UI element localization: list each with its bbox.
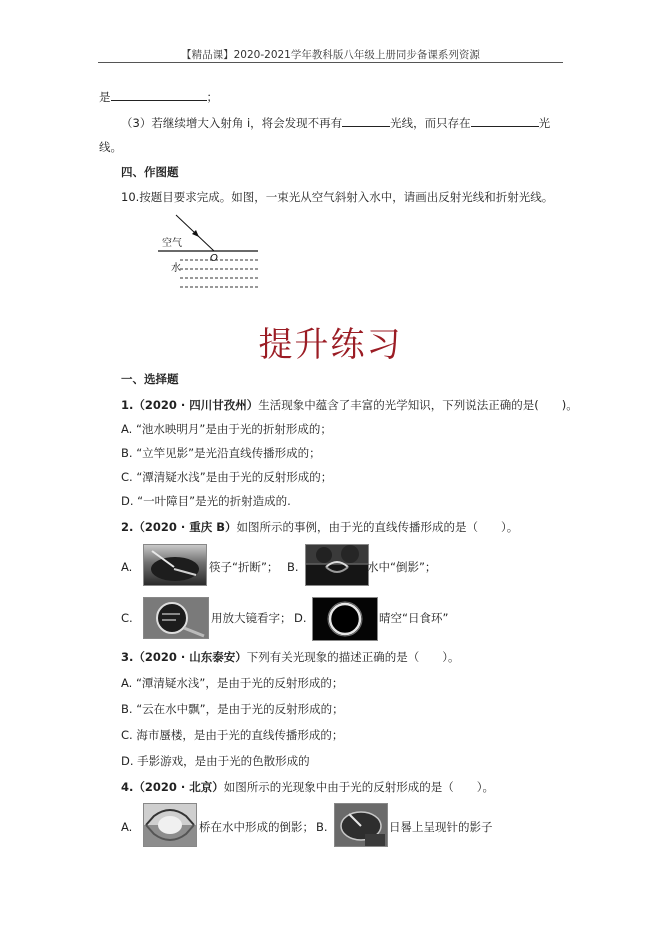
q1-option-b: B. “立竿见影”是光沿直线传播形成的； [121,446,321,460]
q2-text: 如图所示的事例，由于光的直线传播形成的是（ ）。 [236,520,519,534]
q4-option-b-text: 日晷上呈现针的影子 [389,820,493,834]
q2-option-d-letter: D. [294,611,307,625]
q1-option-a: A. “池水映明月”是由于光的折射形成的； [121,422,332,436]
point-o-label: O [210,253,218,264]
question-10: 10.按题目要求完成。如图，一束光从空气斜射入水中，请画出反射光线和折射光线。 [121,190,554,204]
section-choice-title: 一、选择题 [121,372,179,386]
answer-line-1 [99,89,218,104]
q4-text: 如图所示的光现象中由于光的反射形成的是（ ）。 [223,780,495,794]
q2-option-a-text: 筷子“折断”； [209,560,279,574]
q4-source: 4.（2020 · 北京） [121,780,224,794]
magnifier-image [144,598,208,638]
question-3-sub-cont: 线。 [99,140,122,154]
q2-option-b-letter: B. [287,560,299,574]
question-4-stem [121,780,494,794]
line1-prefix: 是 [99,90,111,104]
answer-blank-3 [471,115,539,127]
solar-eclipse-photo [312,597,378,641]
eclipse-ring-image [313,598,377,640]
light-diagram [158,210,268,298]
chopsticks-image [144,545,206,585]
air-label: 空气 [162,238,182,249]
line1-end: ； [206,90,218,104]
q3-source: 3.（2020 · 山东泰安） [121,650,247,664]
q2-option-d-text: 晴空“日食环” [379,611,449,625]
q2-option-a-letter: A. [121,560,133,574]
question-2-stem [121,520,518,534]
q3-option-a: A. “潭清疑水浅”，是由于光的反射形成的； [121,676,344,690]
q1-source: 1.（2020 · 四川甘孜州） [121,398,259,412]
sundial-image [335,804,387,846]
q3-text: 下列有关光现象的描述正确的是（ ）。 [246,650,460,664]
page-header: 【精品课】2020-2021学年教科版八年级上册同步备课系列资源 [181,49,480,61]
q3-option-c: C. 海市蜃楼，是由于光的直线传播形成的； [121,728,344,742]
magnifier-photo [143,597,209,639]
q3-option-b: B. “云在水中飘”，是由于光的反射形成的； [121,702,344,716]
reflection-image [306,545,368,585]
sundial-photo [334,803,388,847]
q3sub-part-b: 光线，而只存在 [390,116,471,130]
q2-option-b-text: 水中“倒影”； [367,560,437,574]
header-divider [98,62,563,63]
chopsticks-photo [143,544,207,586]
q3-option-d: D. 手影游戏，是由于光的色散形成的 [121,754,310,768]
q4-option-a-letter: A. [121,820,133,834]
q4-option-a-text: 桥在水中形成的倒影； [199,820,314,834]
question-1-stem [121,398,578,412]
answer-blank-1 [111,89,207,101]
reflection-photo [305,544,369,586]
answer-blank-2 [342,115,390,127]
q3sub-part-a: （3）若继续增大入射角 i，将会发现不再有 [121,116,343,130]
q2-source: 2.（2020 · 重庆 B） [121,520,237,534]
q1-text: 生活现象中蕴含了丰富的光学知识，下列说法正确的是( )。 [258,398,578,412]
practice-title: 提升练习 [258,325,403,365]
q2-option-c-text: 用放大镜看字； [211,611,292,625]
q3sub-part-c: 光 [538,116,551,130]
q2-option-c-letter: C. [121,611,133,625]
q1-option-d: D. “一叶障目”是光的折射造成的. [121,494,291,508]
section-drawing-title: 四、作图题 [121,165,179,179]
q1-option-c: C. “潭清疑水浅”是由于光的反射形成的； [121,470,333,484]
question-3-stem [121,650,460,664]
bridge-reflection-photo [143,803,197,847]
water-label: 水 [171,263,181,274]
bridge-image [144,804,196,846]
question-3-sub [121,115,550,130]
q4-option-b-letter: B. [316,820,328,834]
